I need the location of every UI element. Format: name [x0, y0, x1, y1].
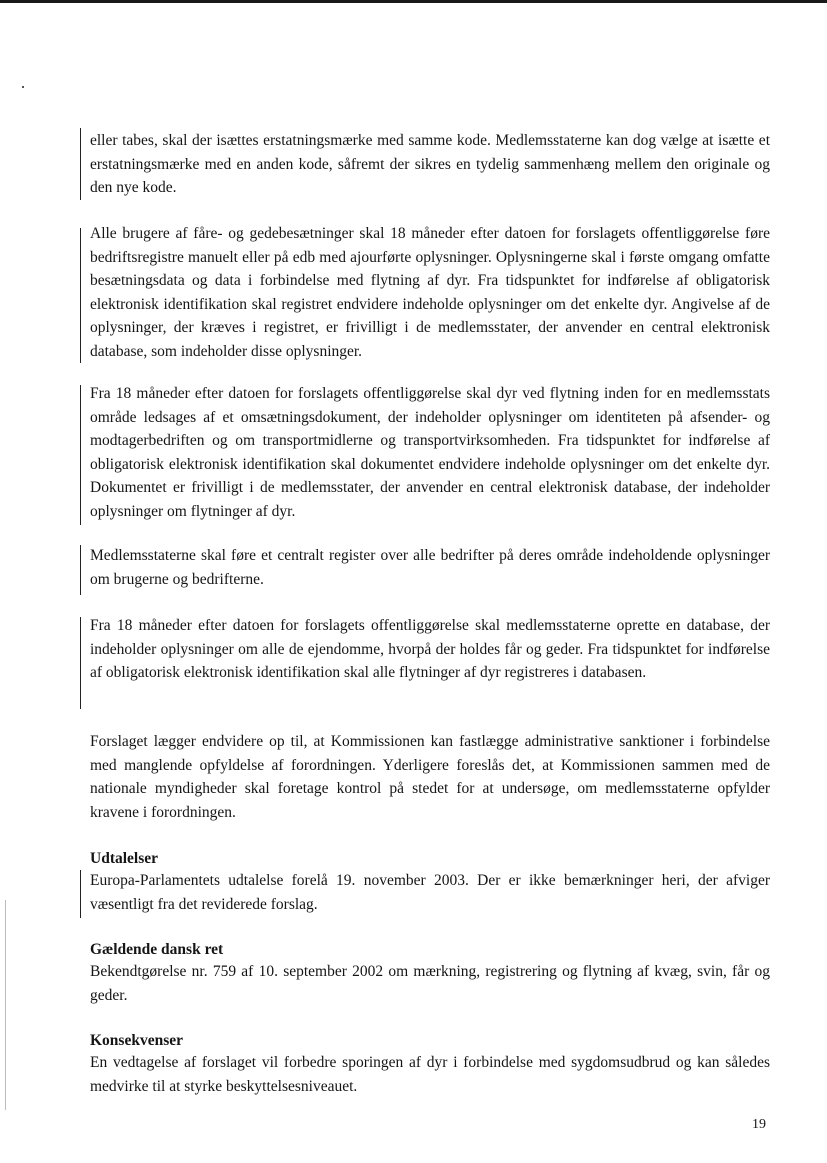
- heading-statements: Udtalelser: [90, 850, 159, 867]
- page-number: 19: [752, 1117, 766, 1132]
- paragraph-database: Fra 18 måneder efter datoen for forslagets offentliggørelse skal medlemsstaterne oprette en database, der indeholder oplysninger om alle de ejendomme, hvorpå der holdes får og geder. Fra tidspunktet for indførelse af obligatorisk elektronisk identifikation skal alle flytninger af dyr registreres i databasen.: [90, 617, 770, 681]
- scan-speck: [22, 86, 24, 88]
- paragraph-sanctions: Forslaget lægger endvidere op til, at Kommissionen kan fastlægge administrative sanktioner i forbindelse med manglende opfyldelse af forordningen. Yderligere foreslås det, at Kommissionen sammen med de nationale myndigheder skal foretage kontrol på stedet for at undersøge, om medlemsstaterne opfylder kravene i forordningen.: [90, 733, 770, 821]
- paragraph-current-danish-law: Bekendtgørelse nr. 759 af 10. september 2002 om mærkning, registrering og flytning af kvæg, svin, får og geder.: [90, 963, 770, 1004]
- paragraph-holding-registers: Alle brugere af fåre- og gedebesætninger skal 18 måneder efter datoen for forslagets offentliggørelse føre bedriftsregistre manuelt eller på edb med ajourførte oplysninger. Oplysningerne skal i første omgang omfatte besætningsdata og data i forbindelse med flytning af dyr. Fra tidspunktet for indførelse af obligatorisk elektronisk identifikation skal registret endvidere indeholde oplysninger om det enkelte dyr. Angivelse af de oplysninger, der kræves i registret, er frivilligt i de medlemsstater, der anvender en central elektronisk database, som indeholder disse oplysninger.: [90, 225, 770, 360]
- paragraph-replacement-tag: eller tabes, skal der isættes erstatningsmærke med samme kode. Medlemsstaterne kan dog vælge at isætte et erstatningsmærke med en anden kode, såfremt der sikres en tydelig sammenhæng mellem den originale og den nye kode.: [90, 132, 770, 196]
- paragraph-central-register: Medlemsstaterne skal føre et centralt register over alle bedrifter på deres område indeholdende oplysninger om brugerne og bedrifterne.: [90, 547, 770, 588]
- change-bar: [80, 128, 81, 200]
- heading-current-danish-law: Gældende dansk ret: [90, 941, 224, 958]
- change-bar: [80, 385, 81, 525]
- paragraph-consequences: En vedtagelse af forslaget vil forbedre sporingen af dyr i forbindelse med sygdomsudbrud og kan således medvirke til at styrke beskyttelsesniveauet.: [90, 1054, 770, 1095]
- paragraph-statements: Europa-Parlamentets udtalelse forelå 19. november 2003. Der er ikke bemærkninger heri, der afviger væsentligt fra det reviderede forslag.: [90, 872, 770, 913]
- paragraph-movement-document: Fra 18 måneder efter datoen for forslagets offentliggørelse skal dyr ved flytning inden for en medlemsstats område ledsages af et omsætningsdokument, der indeholder oplysninger om identiteten på afsender- og modtagerbedriften og om transportmidlerne og transportvirksomheden. Fra tidspunktet for indførelse af obligatorisk elektronisk identifikation skal dokumentet endvidere indeholde oplysninger om det enkelte dyr. Dokumentet er frivilligt i de medlemsstater, der anvender en central elektronisk database, der indeholder oplysninger om flytninger af dyr.: [90, 385, 770, 520]
- scan-top-border: [0, 0, 827, 3]
- scan-edge-line: [5, 900, 6, 1110]
- change-bar: [80, 228, 81, 363]
- change-bar: [80, 870, 81, 918]
- heading-consequences: Konsekvenser: [90, 1032, 183, 1049]
- change-bar: [80, 545, 81, 595]
- change-bar: [80, 617, 81, 709]
